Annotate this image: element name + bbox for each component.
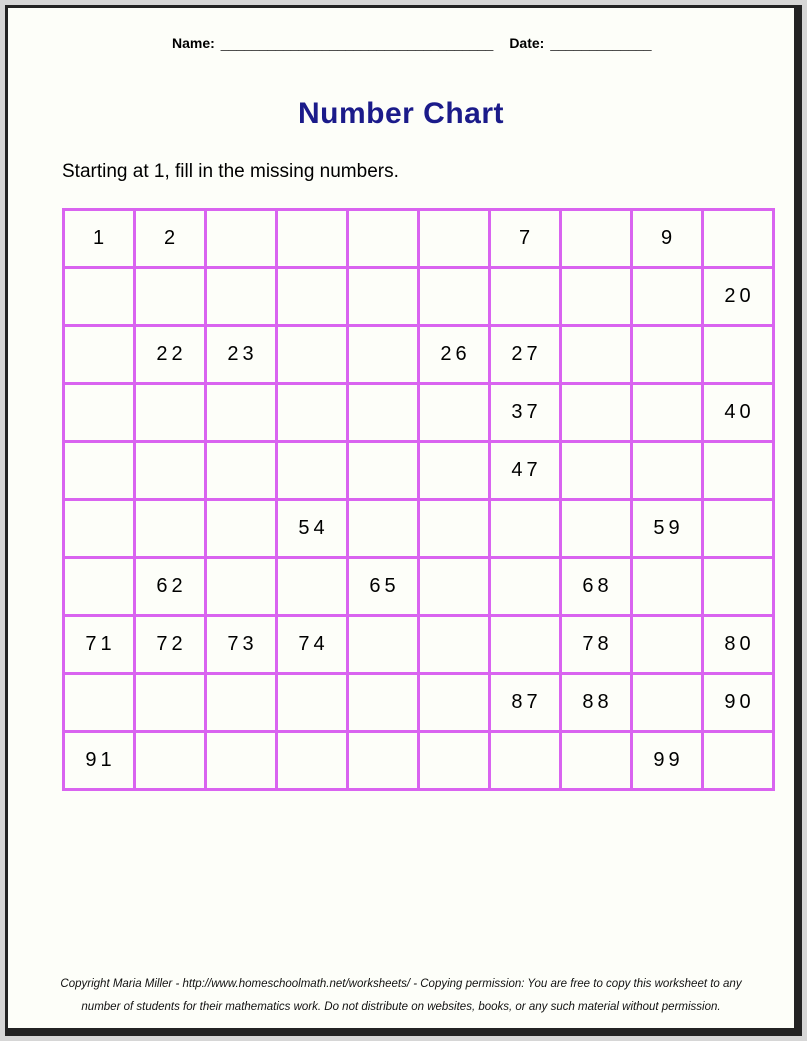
grid-cell: 65: [348, 558, 419, 616]
grid-row: [64, 674, 774, 732]
grid-cell: [632, 268, 703, 326]
grid-cell: [703, 326, 774, 384]
grid-cell: [419, 674, 490, 732]
worksheet-page: [5, 5, 802, 1036]
grid-cell: [206, 384, 277, 442]
grid-cell: [419, 616, 490, 674]
grid-cell: [135, 268, 206, 326]
grid-cell: [419, 384, 490, 442]
grid-cell: [206, 558, 277, 616]
grid-row: [64, 558, 774, 616]
grid-cell: [135, 500, 206, 558]
grid-row: [64, 326, 774, 384]
grid-cell: [64, 500, 135, 558]
grid-cell: [64, 442, 135, 500]
grid-cell: 78: [561, 616, 632, 674]
grid-cell: 26: [419, 326, 490, 384]
grid-row: [64, 442, 774, 500]
grid-cell: [64, 674, 135, 732]
grid-cell: 88: [561, 674, 632, 732]
grid-cell: [490, 268, 561, 326]
grid-cell: [206, 442, 277, 500]
grid-cell: [206, 268, 277, 326]
grid-cell: [419, 442, 490, 500]
grid-cell: [490, 558, 561, 616]
grid-cell: [703, 732, 774, 790]
grid-cell: [348, 500, 419, 558]
grid-cell: 99: [632, 732, 703, 790]
grid-cell: [632, 558, 703, 616]
grid-row: [64, 732, 774, 790]
grid-cell: [419, 268, 490, 326]
name-blank-line: ___________________________________: [220, 35, 494, 51]
grid-cell: [64, 384, 135, 442]
grid-row: [64, 210, 774, 268]
grid-cell: 72: [135, 616, 206, 674]
grid-cell: 9: [632, 210, 703, 268]
grid-row: [64, 384, 774, 442]
grid-cell: [561, 500, 632, 558]
grid-cell: [135, 732, 206, 790]
grid-cell: 73: [206, 616, 277, 674]
grid-cell: [703, 500, 774, 558]
grid-cell: 27: [490, 326, 561, 384]
grid-cell: [348, 616, 419, 674]
grid-cell: [348, 674, 419, 732]
grid-cell: [561, 210, 632, 268]
grid-cell: 1: [64, 210, 135, 268]
grid-cell: 22: [135, 326, 206, 384]
grid-cell: 59: [632, 500, 703, 558]
grid-cell: [277, 442, 348, 500]
grid-cell: [348, 732, 419, 790]
grid-cell: 87: [490, 674, 561, 732]
grid-cell: [277, 732, 348, 790]
grid-cell: [277, 674, 348, 732]
grid-cell: [561, 326, 632, 384]
grid-cell: [206, 500, 277, 558]
grid-cell: 62: [135, 558, 206, 616]
grid-cell: 20: [703, 268, 774, 326]
grid-cell: [419, 500, 490, 558]
grid-cell: 71: [64, 616, 135, 674]
grid-cell: [64, 326, 135, 384]
grid-cell: [277, 210, 348, 268]
grid-cell: [206, 732, 277, 790]
grid-cell: [348, 442, 419, 500]
grid-cell: 68: [561, 558, 632, 616]
grid-cell: [419, 732, 490, 790]
grid-cell: 37: [490, 384, 561, 442]
grid-cell: [277, 384, 348, 442]
grid-cell: [490, 616, 561, 674]
grid-cell: [632, 384, 703, 442]
grid-cell: [277, 558, 348, 616]
grid-cell: [206, 210, 277, 268]
grid-cell: 74: [277, 616, 348, 674]
grid-cell: [64, 558, 135, 616]
grid-cell: [632, 674, 703, 732]
grid-cell: [277, 268, 348, 326]
copyright-footer: [8, 973, 794, 1018]
grid-cell: [64, 268, 135, 326]
grid-cell: [632, 616, 703, 674]
grid-cell: [277, 326, 348, 384]
name-date-row: [172, 35, 794, 51]
grid-cell: [632, 326, 703, 384]
grid-cell: [490, 732, 561, 790]
grid-cell: [561, 732, 632, 790]
grid-cell: 7: [490, 210, 561, 268]
grid-cell: 23: [206, 326, 277, 384]
grid-cell: [135, 442, 206, 500]
grid-row: [64, 500, 774, 558]
grid-cell: 80: [703, 616, 774, 674]
grid-cell: [703, 558, 774, 616]
grid-cell: [206, 674, 277, 732]
grid-cell: [348, 326, 419, 384]
grid-cell: 40: [703, 384, 774, 442]
date-blank-line: _____________: [550, 35, 652, 51]
copyright-line-2: number of students for their mathematics work. Do not distribute on websites, books, or any such material without permission.: [81, 1000, 721, 1013]
grid-row: [64, 616, 774, 674]
grid-cell: 2: [135, 210, 206, 268]
instruction-text: Starting at 1, fill in the missing numbers.: [62, 161, 399, 182]
grid-cell: [348, 268, 419, 326]
number-grid: [62, 208, 775, 791]
grid-cell: 47: [490, 442, 561, 500]
grid-cell: [490, 500, 561, 558]
grid-cell: [561, 384, 632, 442]
name-label: Name:: [172, 35, 215, 51]
grid-cell: 54: [277, 500, 348, 558]
grid-cell: [561, 268, 632, 326]
grid-cell: [348, 210, 419, 268]
grid-cell: [419, 558, 490, 616]
grid-row: [64, 268, 774, 326]
grid-cell: [135, 384, 206, 442]
date-label: Date:: [509, 35, 545, 51]
copyright-line-1: Copyright Maria Miller - http://www.homeschoolmath.net/worksheets/ - Copying permission: You are free to copy this worksheet to any: [60, 978, 742, 991]
grid-cell: [703, 210, 774, 268]
grid-cell: [419, 210, 490, 268]
grid-cell: [703, 442, 774, 500]
grid-cell: 91: [64, 732, 135, 790]
grid-cell: 90: [703, 674, 774, 732]
page-title: Number Chart: [297, 97, 505, 130]
grid-cell: [348, 384, 419, 442]
grid-cell: [135, 674, 206, 732]
grid-cell: [561, 442, 632, 500]
grid-cell: [632, 442, 703, 500]
